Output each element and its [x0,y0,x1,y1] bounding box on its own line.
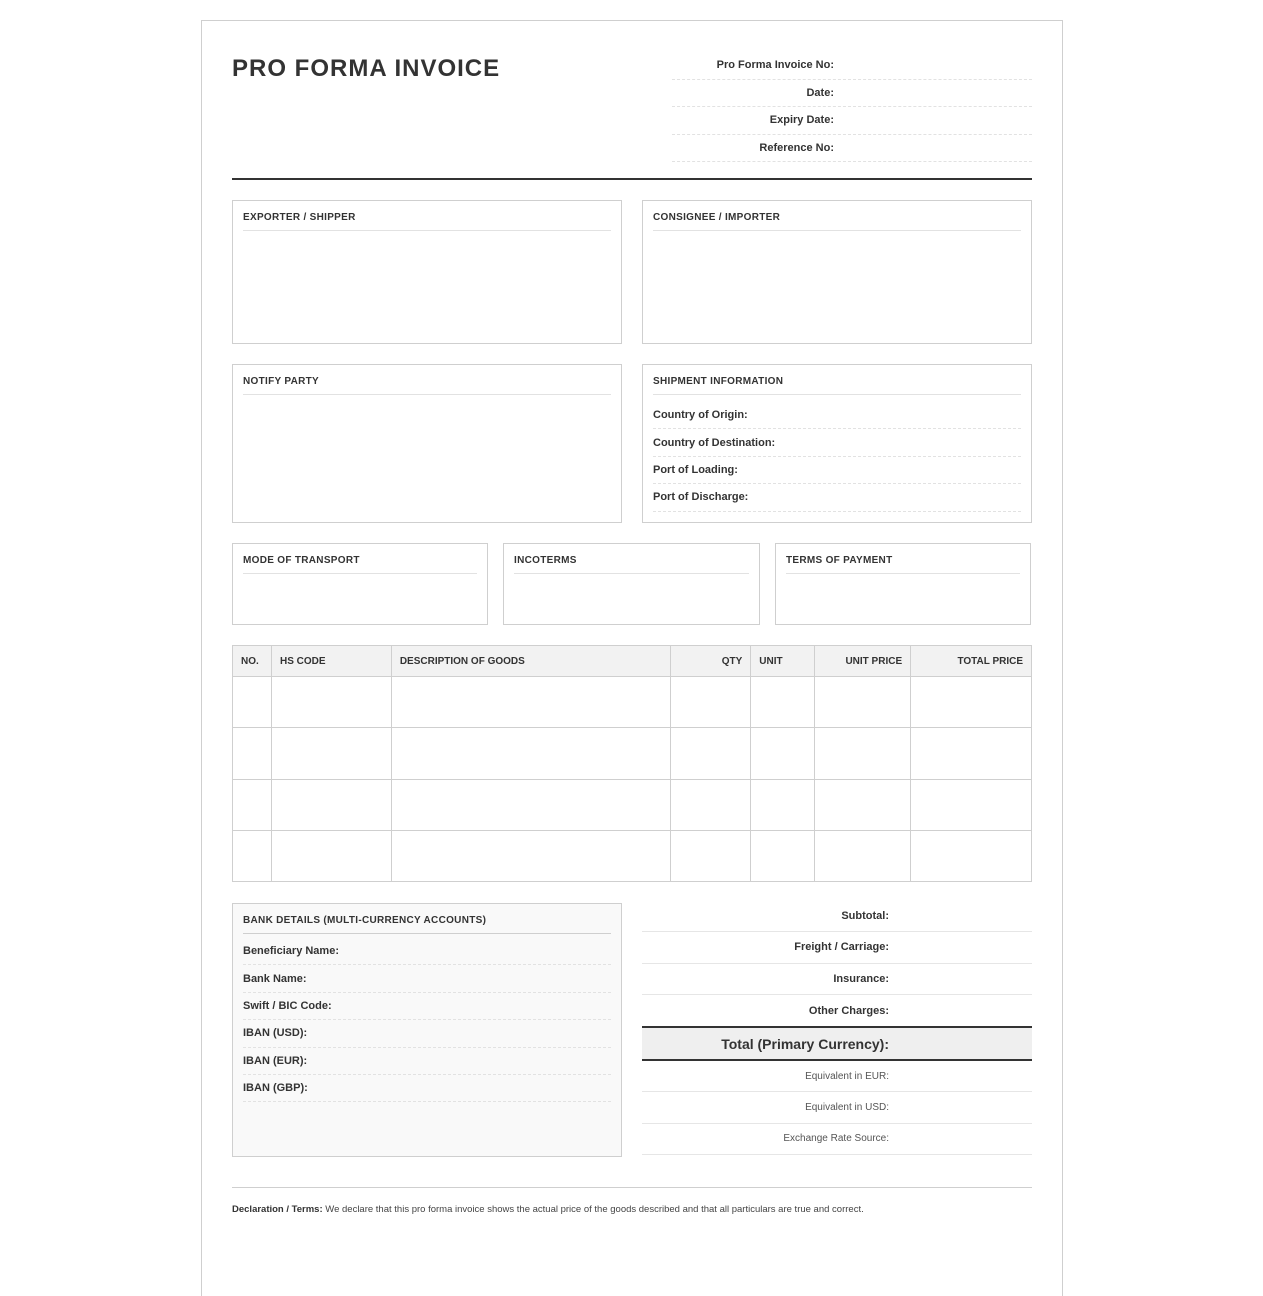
table-cell[interactable] [815,830,911,881]
table-row [233,830,1032,881]
declaration [232,1204,1032,1215]
field-label: IBAN (EUR): [243,1054,308,1067]
field-country-of-destination[interactable] [653,429,1021,456]
header-divider [232,178,1032,180]
transport-box[interactable] [232,543,488,625]
insurance-row[interactable] [642,964,1032,995]
table-cell[interactable] [751,677,815,728]
freight-label: Freight / Carriage: [794,941,889,954]
footer-divider [232,1187,1032,1188]
freight-row[interactable] [642,932,1032,963]
field-country-of-origin[interactable] [653,402,1021,429]
subtotal-row[interactable] [642,901,1032,932]
box-title: BANK DETAILS (MULTI-CURRENCY ACCOUNTS) [243,915,611,934]
table-cell[interactable] [671,728,751,779]
meta-label: Date: [806,86,834,99]
table-cell[interactable] [233,779,272,830]
meta-row-invoice-no[interactable] [672,52,1032,80]
table-cell[interactable] [671,830,751,881]
page-title: PRO FORMA INVOICE [232,55,501,82]
declaration-text: We declare that this pro forma invoice shows the actual price of the goods described and that all particulars are true and correct. [322,1204,864,1215]
payment-terms-box[interactable] [775,543,1031,625]
box-title: INCOTERMS [514,555,749,574]
incoterms-box[interactable] [503,543,760,625]
meta-row-reference-no[interactable] [672,135,1032,163]
insurance-label: Insurance: [833,972,889,985]
field-label: Beneficiary Name: [243,945,339,958]
field-label: IBAN (GBP): [243,1082,308,1095]
table-cell[interactable] [911,830,1032,881]
bank-details-box [232,903,622,1157]
exchange-rate-row[interactable] [642,1124,1032,1155]
box-title: NOTIFY PARTY [243,376,611,395]
table-cell[interactable] [751,779,815,830]
field-label: Port of Loading: [653,463,738,476]
invoice-meta [672,52,1032,162]
field-label: Country of Origin: [653,409,748,422]
notify-party-box[interactable] [232,364,622,523]
equivalent-eur-row[interactable] [642,1061,1032,1092]
table-cell[interactable] [815,728,911,779]
col-header-total-price: TOTAL PRICE [911,646,1032,677]
table-cell[interactable] [233,728,272,779]
table-header-row [233,646,1032,677]
grand-total-label: Total (Primary Currency): [721,1035,889,1052]
table-cell[interactable] [271,830,391,881]
meta-label: Reference No: [759,141,834,154]
table-cell[interactable] [911,779,1032,830]
shipment-fields [653,402,1021,512]
invoice-page [201,20,1063,1296]
field-bank-name[interactable] [243,965,611,992]
meta-label: Pro Forma Invoice No: [716,59,834,72]
other-charges-label: Other Charges: [808,1004,889,1017]
field-label: Swift / BIC Code: [243,999,332,1012]
box-title: TERMS OF PAYMENT [786,555,1020,574]
table-cell[interactable] [271,779,391,830]
grand-total-row[interactable] [642,1026,1032,1061]
table-cell[interactable] [391,830,671,881]
field-port-of-loading[interactable] [653,457,1021,484]
field-label: Country of Destination: [653,436,776,449]
totals-panel [642,901,1032,1155]
meta-row-date[interactable] [672,80,1032,108]
bank-fields [243,938,611,1102]
table-cell[interactable] [911,677,1032,728]
table-cell[interactable] [271,728,391,779]
table-row [233,677,1032,728]
table-cell[interactable] [391,677,671,728]
shipment-info-box [642,364,1032,523]
meta-row-expiry-date[interactable] [672,107,1032,135]
exporter-box[interactable] [232,200,622,344]
table-cell[interactable] [391,779,671,830]
field-port-of-discharge[interactable] [653,484,1021,511]
col-header-unit: UNIT [751,646,815,677]
equivalent-usd-label: Equivalent in USD: [805,1102,889,1114]
other-charges-row[interactable] [642,995,1032,1026]
field-label: Bank Name: [243,972,307,985]
col-header-qty: QTY [671,646,751,677]
col-header-hs-code: HS CODE [271,646,391,677]
table-cell[interactable] [671,677,751,728]
subtotal-label: Subtotal: [841,910,889,923]
table-cell[interactable] [233,677,272,728]
table-cell[interactable] [911,728,1032,779]
field-label: IBAN (USD): [243,1027,308,1040]
table-cell[interactable] [815,677,911,728]
goods-table [232,645,1032,882]
box-title: MODE OF TRANSPORT [243,555,477,574]
box-title: CONSIGNEE / IMPORTER [653,212,1021,231]
table-cell[interactable] [751,830,815,881]
table-row [233,728,1032,779]
box-title: EXPORTER / SHIPPER [243,212,611,231]
exchange-rate-label: Exchange Rate Source: [783,1133,889,1145]
field-beneficiary-name[interactable] [243,938,611,965]
table-cell[interactable] [233,830,272,881]
table-cell[interactable] [815,779,911,830]
field-swift-bic[interactable] [243,993,611,1020]
col-header-unit-price: UNIT PRICE [815,646,911,677]
consignee-box[interactable] [642,200,1032,344]
equivalent-eur-label: Equivalent in EUR: [805,1070,889,1082]
col-header-no: NO. [233,646,272,677]
table-cell[interactable] [751,728,815,779]
declaration-label: Declaration / Terms: [232,1204,323,1215]
table-cell[interactable] [391,728,671,779]
field-iban-usd[interactable] [243,1020,611,1047]
equivalent-usd-row[interactable] [642,1092,1032,1123]
table-row [233,779,1032,830]
table-cell[interactable] [671,779,751,830]
field-label: Port of Discharge: [653,491,749,504]
field-iban-eur[interactable] [243,1048,611,1075]
table-cell[interactable] [271,677,391,728]
meta-label: Expiry Date: [769,114,834,127]
box-title: SHIPMENT INFORMATION [653,376,1021,395]
field-iban-gbp[interactable] [243,1075,611,1102]
col-header-description: DESCRIPTION OF GOODS [391,646,671,677]
